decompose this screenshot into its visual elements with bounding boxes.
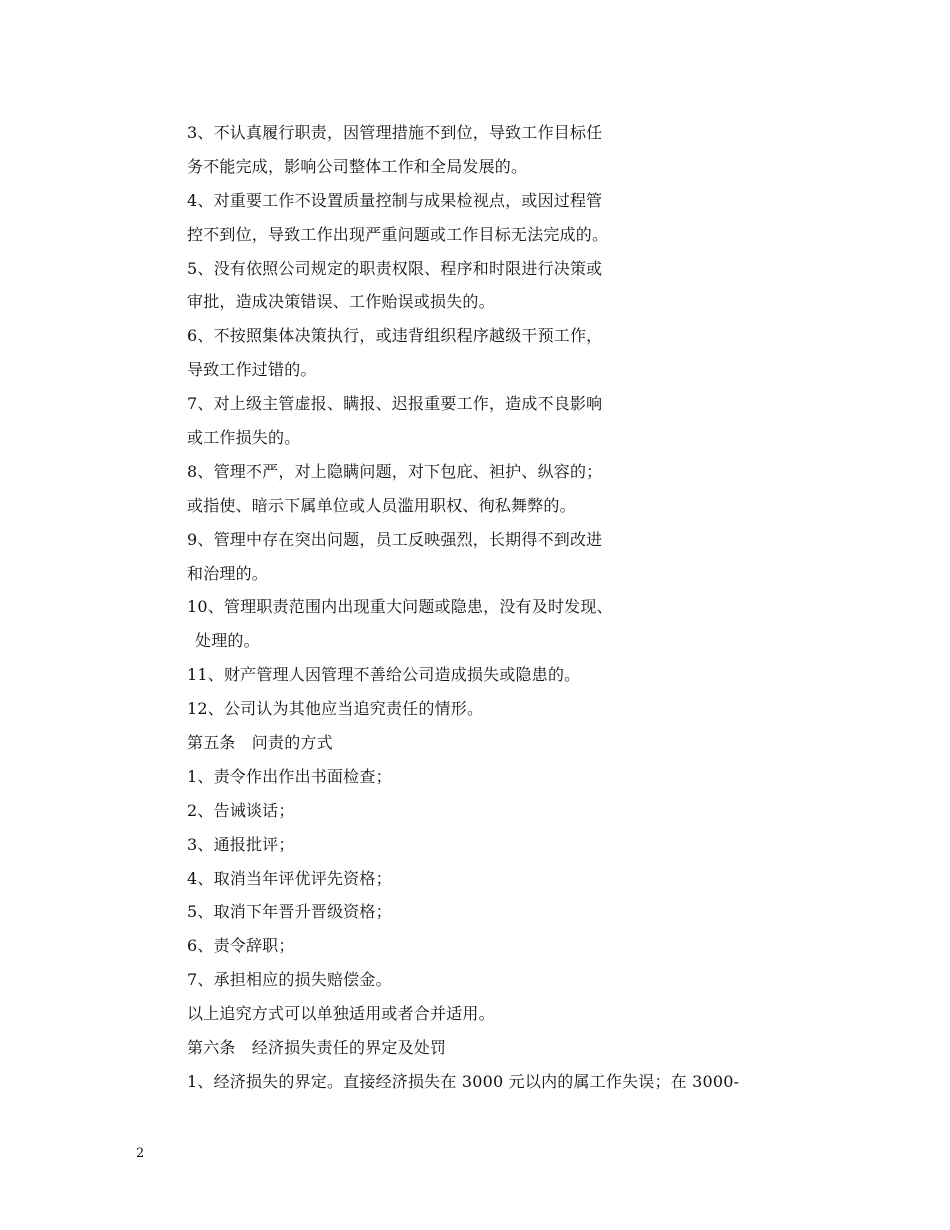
section-heading-6: 第六条 经济损失责任的界定及处罚	[187, 1038, 447, 1058]
text-line-21: 2、告诫谈话；	[187, 800, 295, 820]
text-line-17: 11、财产管理人因管理不善给公司造成损失或隐患的。	[187, 665, 581, 685]
text-line-13: 9、管理中存在突出问题，员工反映强烈，长期得不到改进	[187, 529, 603, 549]
text-line-14: 和治理的。	[187, 563, 269, 583]
text-line-18: 12、公司认为其他应当追究责任的情形。	[187, 699, 484, 719]
text-line-6: 审批，造成决策错误、工作贻误或损失的。	[187, 292, 495, 312]
text-line-11: 8、管理不严，对上隐瞒问题，对下包庇、袒护、纵容的；	[187, 461, 603, 481]
text-line-4: 控不到位，导致工作出现严重问题或工作目标无法完成的。	[187, 224, 609, 244]
document-body	[187, 116, 847, 1099]
text-line-27: 以上追究方式可以单独适用或者合并适用。	[187, 1004, 495, 1024]
text-line-8: 导致工作过错的。	[187, 360, 317, 380]
text-line-7: 6、不按照集体决策执行，或违背组织程序越级干预工作，	[187, 326, 603, 346]
text-line-25: 6、责令辞职；	[187, 936, 295, 956]
text-line-20: 1、责令作出作出书面检查；	[187, 766, 392, 786]
text-line-29: 1、经济损失的界定。直接经济损失在 3000 元以内的属工作失误；在 3000-	[187, 1071, 740, 1091]
text-line-16: 处理的。	[195, 631, 260, 651]
text-line-24: 5、取消下年晋升晋级资格；	[187, 902, 392, 922]
text-line-10: 或工作损失的。	[187, 428, 301, 448]
text-line-3: 4、对重要工作不设置质量控制与成果检视点，或因过程管	[187, 190, 603, 210]
text-line-5: 5、没有依照公司规定的职责权限、程序和时限进行决策或	[187, 258, 603, 278]
section-heading-5: 第五条 问责的方式	[187, 733, 333, 753]
text-line-12: 或指使、暗示下属单位或人员滥用职权、徇私舞弊的。	[187, 495, 576, 515]
text-line-26: 7、承担相应的损失赔偿金。	[187, 970, 392, 990]
page-number: 2	[136, 1146, 145, 1161]
text-line-9: 7、对上级主管虚报、瞒报、迟报重要工作，造成不良影响	[187, 394, 603, 414]
text-line-22: 3、通报批评；	[187, 834, 295, 854]
text-line-23: 4、取消当年评优评先资格；	[187, 868, 392, 888]
text-line-2: 务不能完成，影响公司整体工作和全局发展的。	[187, 156, 528, 176]
text-line-15: 10、管理职责范围内出现重大问题或隐患，没有及时发现、	[187, 597, 613, 617]
text-line-1: 3、不认真履行职责，因管理措施不到位，导致工作目标任	[187, 123, 603, 142]
